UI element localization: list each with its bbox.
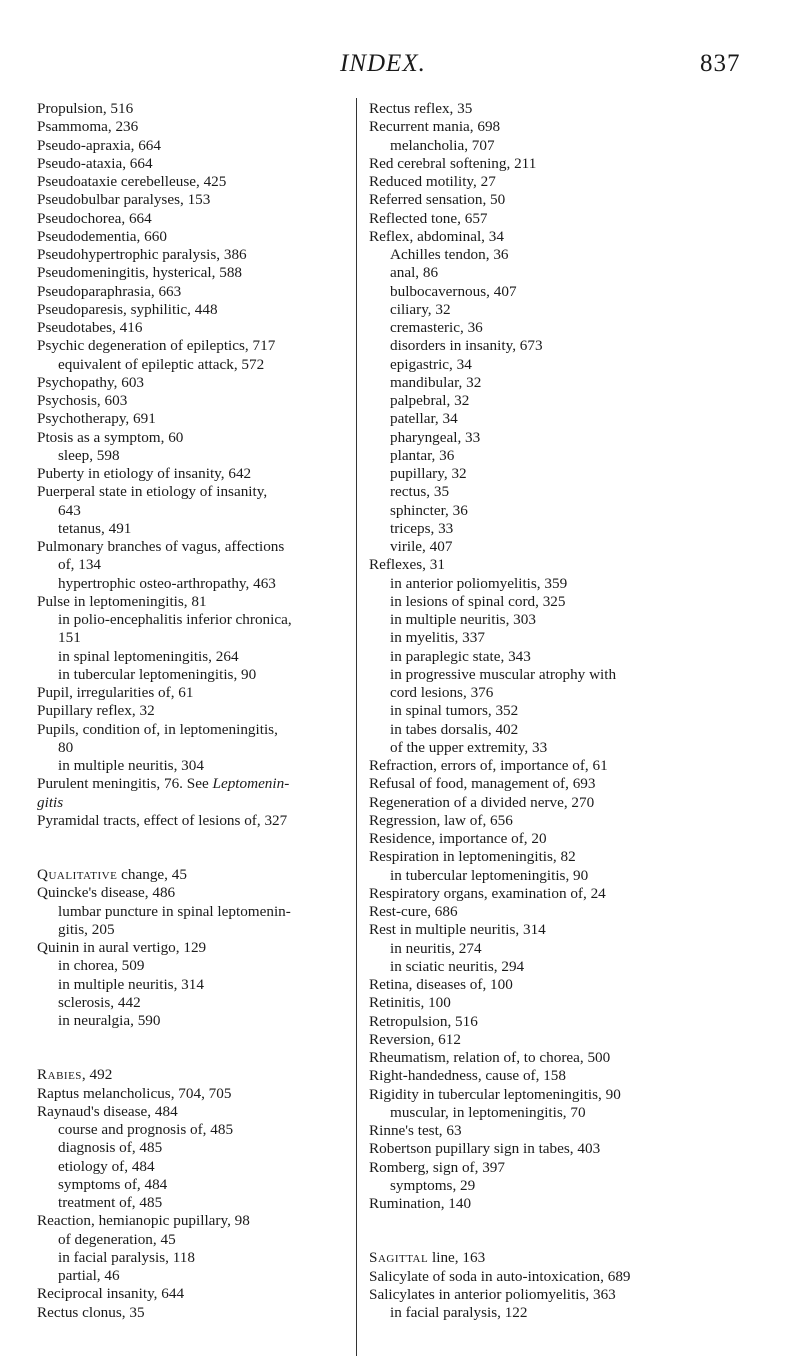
index-entry: Pseudobulbar paralyses, 153 bbox=[37, 191, 211, 209]
index-subentry: sphincter, 36 bbox=[390, 501, 468, 519]
index-subentry: in spinal leptomeningitis, 264 bbox=[58, 647, 239, 665]
index-entry: Reflex, abdominal, 34 bbox=[369, 227, 504, 245]
index-subentry: in tubercular leptomeningitis, 90 bbox=[58, 665, 257, 683]
section-initial-word: Qualitative bbox=[37, 866, 118, 883]
index-entry: Respiratory organs, examination of, 24 bbox=[369, 884, 606, 902]
index-entry: Rheumatism, relation of, to chorea, 500 bbox=[369, 1049, 611, 1066]
index-entry: Pyramidal tracts, effect of lesions of, 327 bbox=[37, 811, 288, 829]
index-entry: Reflexes, 31 bbox=[369, 556, 445, 574]
index-subentry: in multiple neuritis, 314 bbox=[58, 975, 204, 993]
index-entry: Pseudodementia, 660 bbox=[37, 227, 167, 245]
index-entry: Pseudoparesis, syphilitic, 448 bbox=[37, 300, 218, 318]
index-entry: Robertson pupillary sign in tabes, 403 bbox=[369, 1140, 601, 1158]
index-subentry: hypertrophic osteo-arthropathy, 463 bbox=[58, 574, 276, 592]
index-subentry: in facial paralysis, 118 bbox=[58, 1248, 195, 1266]
index-subentry: pupillary, 32 bbox=[390, 465, 467, 482]
page-number: 837 bbox=[700, 50, 741, 77]
index-entry: Reaction, hemianopic pupillary, 98 bbox=[37, 1212, 250, 1230]
index-subentry: in spinal tumors, 352 bbox=[390, 702, 519, 720]
index-subentry: in tabes dorsalis, 402 bbox=[390, 720, 519, 738]
index-entry: Retina, diseases of, 100 bbox=[369, 976, 513, 993]
index-subentry: plantar, 36 bbox=[390, 446, 455, 464]
index-entry: Refraction, errors of, importance of, 61 bbox=[369, 757, 608, 774]
index-subentry: 80 bbox=[58, 738, 74, 756]
index-entry: Ptosis as a symptom, 60 bbox=[37, 428, 184, 446]
index-subentry: diagnosis of, 485 bbox=[58, 1139, 163, 1157]
section-gap bbox=[37, 1030, 342, 1066]
index-entry: Quinin in aural vertigo, 129 bbox=[37, 939, 207, 956]
index-entry: Red cerebral softening, 211 bbox=[369, 154, 537, 172]
index-entry: Pupil, irregularities of, 61 bbox=[37, 684, 194, 701]
index-entry: Purulent meningitis, 76. See Leptomenin- bbox=[37, 775, 290, 793]
index-subentry: treatment of, 485 bbox=[58, 1194, 163, 1211]
index-entry: Pseudoataxie cerebelleuse, 425 bbox=[37, 173, 227, 190]
index-subentry: in sciatic neuritis, 294 bbox=[390, 957, 525, 975]
index-entry: Recurrent mania, 698 bbox=[369, 118, 501, 136]
index-column-left bbox=[37, 100, 342, 1322]
index-entry: Rumination, 140 bbox=[369, 1195, 472, 1212]
section-gap bbox=[37, 830, 342, 866]
index-subentry: in lesions of spinal cord, 325 bbox=[390, 592, 566, 610]
section-initial-word: Rabies bbox=[37, 1066, 82, 1084]
page-header bbox=[0, 40, 800, 80]
index-subentry: 151 bbox=[58, 629, 81, 647]
index-entry: Rectus clonus, 35 bbox=[37, 1303, 145, 1321]
index-entry: Retinitis, 100 bbox=[369, 994, 451, 1012]
index-entry: Psychosis, 603 bbox=[37, 392, 128, 409]
index-entry: Regression, law of, 656 bbox=[369, 811, 513, 829]
index-subentry: melancholia, 707 bbox=[390, 136, 495, 154]
index-entry: Salicylate of soda in auto-intoxication, 689 bbox=[369, 1267, 631, 1285]
index-entry: Pupils, condition of, in leptomeningitis, bbox=[37, 720, 278, 738]
index-entry: Quincke's disease, 486 bbox=[37, 884, 176, 902]
index-subentry: disorders in insanity, 673 bbox=[390, 337, 543, 355]
index-subentry: cord lesions, 376 bbox=[390, 684, 494, 701]
index-subentry: mandibular, 32 bbox=[390, 373, 482, 391]
index-subentry: patellar, 34 bbox=[390, 410, 458, 428]
index-subentry: in multiple neuritis, 303 bbox=[390, 611, 536, 628]
index-subentry: of the upper extremity, 33 bbox=[390, 738, 548, 756]
index-subentry: equivalent of epileptic attack, 572 bbox=[58, 355, 265, 373]
index-subentry: in anterior poliomyelitis, 359 bbox=[390, 574, 568, 592]
index-entry: Pseudohypertrophic paralysis, 386 bbox=[37, 246, 247, 263]
index-subentry: muscular, in leptomeningitis, 70 bbox=[390, 1103, 586, 1121]
index-subentry: 643 bbox=[58, 501, 81, 519]
index-subentry: of degeneration, 45 bbox=[58, 1230, 176, 1248]
index-entry: Retropulsion, 516 bbox=[369, 1012, 478, 1030]
index-subentry: triceps, 33 bbox=[390, 519, 454, 537]
index-entry: Psychotherapy, 691 bbox=[37, 410, 156, 428]
index-entry: Raptus melancholicus, 704, 705 bbox=[37, 1084, 232, 1102]
index-entry: Pulmonary branches of vagus, affections bbox=[37, 538, 285, 555]
cross-reference: Leptomenin- bbox=[212, 775, 290, 793]
index-entry: Rigidity in tubercular leptomeningitis, 90 bbox=[369, 1085, 621, 1103]
index-subentry: in neuralgia, 590 bbox=[58, 1012, 161, 1029]
index-entry: Rabies, 492 bbox=[37, 1066, 113, 1084]
index-subentry: sclerosis, 442 bbox=[58, 993, 141, 1011]
index-entry: Raynaud's disease, 484 bbox=[37, 1102, 178, 1120]
index-subentry: in myelitis, 337 bbox=[390, 629, 485, 647]
index-subentry: etiology of, 484 bbox=[58, 1157, 155, 1175]
index-entry: Puerperal state in etiology of insanity, bbox=[37, 483, 268, 501]
index-entry: Qualitative change, 45 bbox=[37, 866, 187, 883]
index-entry: Reflected tone, 657 bbox=[369, 209, 488, 227]
index-subentry: pharyngeal, 33 bbox=[390, 428, 481, 446]
index-entry: Pulse in leptomeningitis, 81 bbox=[37, 592, 207, 610]
index-entry: Respiration in leptomeningitis, 82 bbox=[369, 848, 576, 866]
index-subentry: sleep, 598 bbox=[58, 446, 120, 464]
index-entry: Pseudomeningitis, hysterical, 588 bbox=[37, 264, 243, 282]
index-entry: Puberty in etiology of insanity, 642 bbox=[37, 465, 252, 482]
index-subentry: ciliary, 32 bbox=[390, 300, 451, 318]
index-subentry: lumbar puncture in spinal leptomenin- bbox=[58, 902, 291, 920]
index-subentry: of, 134 bbox=[58, 556, 102, 574]
index-entry: Reversion, 612 bbox=[369, 1030, 461, 1048]
index-entry: Pupillary reflex, 32 bbox=[37, 702, 155, 720]
index-subentry: cremasteric, 36 bbox=[390, 319, 483, 336]
running-title: INDEX. bbox=[340, 50, 426, 77]
index-entry: Psychopathy, 603 bbox=[37, 373, 145, 391]
index-entry: Propulsion, 516 bbox=[37, 100, 134, 117]
index-subentry: palpebral, 32 bbox=[390, 392, 470, 409]
index-subentry: anal, 86 bbox=[390, 264, 439, 282]
index-entry: Refusal of food, management of, 693 bbox=[369, 775, 596, 793]
index-entry: Pseudoparaphrasia, 663 bbox=[37, 282, 182, 300]
index-subentry: in chorea, 509 bbox=[58, 957, 145, 975]
index-entry: Romberg, sign of, 397 bbox=[369, 1158, 505, 1176]
index-entry: Rectus reflex, 35 bbox=[369, 100, 473, 117]
section-initial-word: Sagittal bbox=[369, 1249, 429, 1267]
index-subentry: in multiple neuritis, 304 bbox=[58, 757, 204, 774]
index-subentry: in facial paralysis, 122 bbox=[390, 1304, 528, 1321]
index-entry: Pseudo-ataxia, 664 bbox=[37, 154, 153, 172]
index-subentry: in paraplegic state, 343 bbox=[390, 647, 531, 665]
cross-reference: gitis bbox=[37, 793, 64, 811]
index-entry: Psammoma, 236 bbox=[37, 118, 139, 136]
index-entry: Pseudochorea, 664 bbox=[37, 209, 152, 227]
index-subentry: in tubercular leptomeningitis, 90 bbox=[390, 866, 589, 884]
index-entry: Residence, importance of, 20 bbox=[369, 830, 547, 847]
index-entry: Psychic degeneration of epileptics, 717 bbox=[37, 337, 276, 355]
column-divider bbox=[356, 98, 357, 1356]
index-subentry: gitis, 205 bbox=[58, 920, 115, 938]
index-subentry: in neuritis, 274 bbox=[390, 939, 482, 957]
index-entry: Pseudotabes, 416 bbox=[37, 319, 143, 336]
index-subentry: Achilles tendon, 36 bbox=[390, 246, 509, 263]
index-entry: Salicylates in anterior poliomyelitis, 363 bbox=[369, 1285, 616, 1303]
index-subentry: virile, 407 bbox=[390, 538, 453, 555]
index-subentry: symptoms of, 484 bbox=[58, 1175, 168, 1193]
index-subentry: bulbocavernous, 407 bbox=[390, 282, 517, 300]
index-entry bbox=[37, 794, 342, 812]
index-subentry: rectus, 35 bbox=[390, 483, 450, 501]
index-subentry: tetanus, 491 bbox=[58, 519, 132, 537]
index-entry: Sagittal line, 163 bbox=[369, 1249, 486, 1267]
index-entry: Pseudo-apraxia, 664 bbox=[37, 136, 161, 154]
index-subentry: in polio-encephalitis inferior chronica, bbox=[58, 611, 292, 628]
index-entry: Reciprocal insanity, 644 bbox=[37, 1285, 185, 1303]
index-subentry: epigastric, 34 bbox=[390, 355, 472, 373]
index-subentry: symptoms, 29 bbox=[390, 1176, 476, 1194]
index-entry: Reduced motility, 27 bbox=[369, 173, 496, 190]
section-gap bbox=[369, 1213, 779, 1249]
index-entry: Right-handedness, cause of, 158 bbox=[369, 1067, 566, 1085]
index-entry: Rinne's test, 63 bbox=[369, 1122, 462, 1139]
index-entry: Rest-cure, 686 bbox=[369, 903, 458, 920]
index-entry: Referred sensation, 50 bbox=[369, 191, 506, 209]
index-entry: Rest in multiple neuritis, 314 bbox=[369, 921, 546, 939]
index-entry: Regeneration of a divided nerve, 270 bbox=[369, 793, 595, 811]
index-subentry: partial, 46 bbox=[58, 1267, 120, 1284]
index-subentry: in progressive muscular atrophy with bbox=[390, 665, 617, 683]
index-subentry: course and prognosis of, 485 bbox=[58, 1121, 234, 1138]
index-column-right bbox=[369, 100, 779, 1322]
